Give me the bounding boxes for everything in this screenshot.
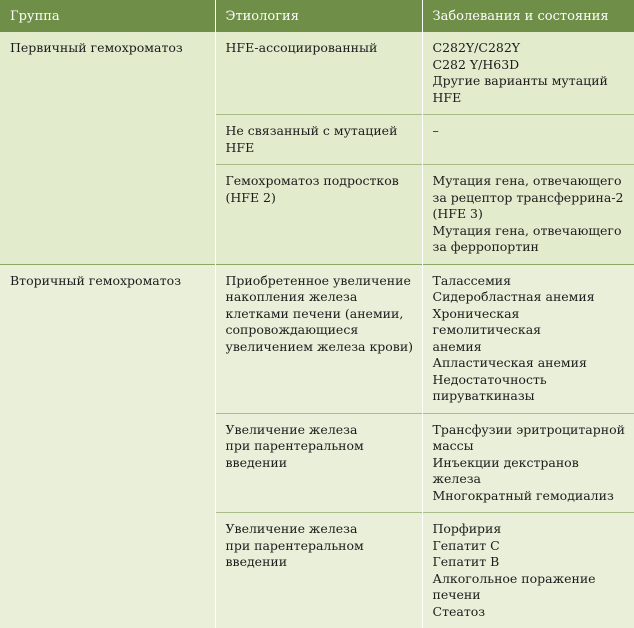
group-name: Вторичный гемохроматоз <box>10 273 209 290</box>
condition-line: массы <box>433 438 629 455</box>
condition-line: Стеатоз <box>433 604 629 621</box>
table-body <box>0 32 634 628</box>
condition-line: Недостаточность <box>433 372 629 389</box>
condition-line: печени <box>433 587 629 604</box>
condition-line: Алкогольное поражение <box>433 571 629 588</box>
condition-line: Трансфузии эритроцитарной <box>433 422 629 439</box>
conditions-cell <box>422 264 634 413</box>
etiology-line: Увеличение железа <box>226 422 416 439</box>
conditions-cell <box>422 513 634 628</box>
etiology-cell <box>215 264 422 413</box>
condition-line: Другие варианты мутаций <box>433 73 629 90</box>
etiology-cell <box>215 513 422 628</box>
condition-line: Мутация гена, отвечающего <box>433 223 629 240</box>
header-group: Группа <box>0 0 215 32</box>
etiology-line: клетками печени (анемии, <box>226 306 416 323</box>
etiology-line: (HFE 2) <box>226 190 416 207</box>
condition-line: C282Y/C282Y <box>433 40 629 57</box>
conditions-cell <box>422 115 634 165</box>
etiology-cell <box>215 165 422 265</box>
condition-line: за рецептор трансферрина-2 <box>433 190 629 207</box>
etiology-line: накопления железа <box>226 289 416 306</box>
header-conditions: Заболевания и состояния <box>422 0 634 32</box>
etiology-line: сопровождающиеся <box>226 322 416 339</box>
etiology-line: увеличением железа крови) <box>226 339 416 356</box>
etiology-line: при парентеральном введении <box>226 538 416 571</box>
condition-line: Инъекции декстранов железа <box>433 455 629 488</box>
condition-line: – <box>433 123 629 140</box>
condition-line: C282 Y/H63D <box>433 57 629 74</box>
conditions-cell <box>422 165 634 265</box>
conditions-cell <box>422 32 634 115</box>
etiology-cell <box>215 32 422 115</box>
etiology-line: Приобретенное увеличение <box>226 273 416 290</box>
etiology-line: при парентеральном введении <box>226 438 416 471</box>
etiology-cell <box>215 413 422 513</box>
etiology-line: Не связанный с мутацией HFE <box>226 123 416 156</box>
table-row <box>0 264 634 413</box>
etiology-line: Гемохроматоз подростков <box>226 173 416 190</box>
condition-line: анемия <box>433 339 629 356</box>
condition-line: HFE <box>433 90 629 107</box>
etiology-line: HFE-ассоциированный <box>226 40 416 57</box>
condition-line: Многократный гемодиализ <box>433 488 629 505</box>
condition-line: Мутация гена, отвечающего <box>433 173 629 190</box>
condition-line: Хроническая гемолитическая <box>433 306 629 339</box>
conditions-cell <box>422 413 634 513</box>
condition-line: пируваткиназы <box>433 388 629 405</box>
table-header <box>0 0 634 32</box>
condition-line: Порфирия <box>433 521 629 538</box>
condition-line: Сидеробластная анемия <box>433 289 629 306</box>
group-name: Первичный гемохроматоз <box>10 40 209 57</box>
condition-line: Гепатит С <box>433 538 629 555</box>
header-etiology: Этиология <box>215 0 422 32</box>
condition-line: Гепатит В <box>433 554 629 571</box>
condition-line: Апластическая анемия <box>433 355 629 372</box>
condition-line: (HFE 3) <box>433 206 629 223</box>
table-row <box>0 32 634 115</box>
etiology-cell <box>215 115 422 165</box>
group-cell <box>0 264 215 628</box>
etiology-line: Увеличение железа <box>226 521 416 538</box>
condition-line: Талассемия <box>433 273 629 290</box>
condition-line: за ферропортин <box>433 239 629 256</box>
group-cell <box>0 32 215 264</box>
